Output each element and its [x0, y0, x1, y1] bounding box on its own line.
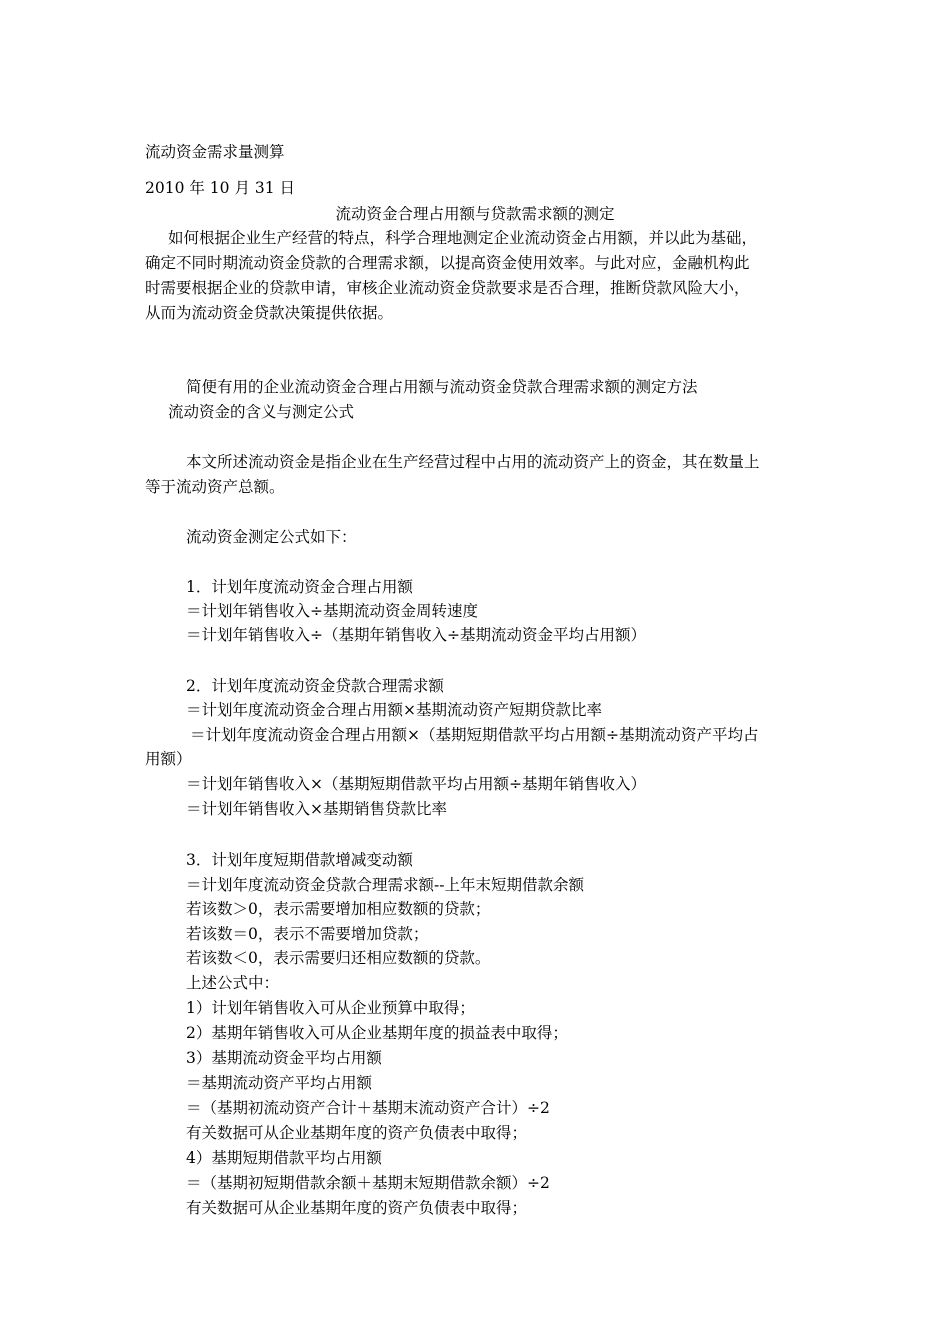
- formula-line: 3）基期流动资金平均占用额: [186, 1049, 382, 1067]
- definition-line: 等于流动资产总额。: [145, 478, 285, 496]
- intro-line: 确定不同时期流动资金贷款的合理需求额，以提高资金使用效率。与此对应，金融机构此: [145, 254, 750, 272]
- formula-line: ＝（基期初短期借款余额＋基期末短期借款余额）÷2: [186, 1174, 550, 1192]
- formula-line: ＝（基期初流动资产合计＋基期末流动资产合计）÷2: [186, 1099, 550, 1117]
- formula-intro: 流动资金测定公式如下：: [186, 528, 357, 546]
- formula-line: ＝计划年销售收入÷基期流动资金周转速度: [186, 602, 478, 620]
- document-title: 流动资金需求量测算: [145, 143, 285, 161]
- section-heading: 流动资金合理占用额与贷款需求额的测定: [335, 205, 615, 223]
- formula-heading: 3．计划年度短期借款增减变动额: [186, 851, 413, 869]
- formula-line: 有关数据可从企业基期年度的资产负债表中取得；: [186, 1199, 528, 1217]
- formula-heading: 2．计划年度流动资金贷款合理需求额: [186, 677, 444, 695]
- formula-line: 4）基期短期借款平均占用额: [186, 1149, 382, 1167]
- formula-line: ＝计划年度流动资金合理占用额×（基期短期借款平均占用额÷基期流动资产平均占: [190, 726, 759, 744]
- formula-line: 若该数＜0，表示需要归还相应数额的贷款。: [186, 949, 491, 967]
- formula-line: ＝计划年度流动资金合理占用额×基期流动资产短期贷款比率: [186, 701, 602, 719]
- intro-line: 从而为流动资金贷款决策提供依据。: [145, 304, 394, 322]
- formula-line: ＝计划年销售收入÷（基期年销售收入÷基期流动资金平均占用额）: [186, 626, 646, 644]
- document-date: 2010 年 10 月 31 日: [145, 179, 296, 197]
- intro-line: 如何根据企业生产经营的特点，科学合理地测定企业流动资金占用额，并以此为基础，: [168, 229, 758, 247]
- formula-line: 有关数据可从企业基期年度的资产负债表中取得；: [186, 1124, 528, 1142]
- subheading-method: 简便有用的企业流动资金合理占用额与流动资金贷款合理需求额的测定方法: [186, 378, 698, 396]
- formula-line: 用额）: [145, 750, 192, 768]
- formula-heading: 1．计划年度流动资金合理占用额: [186, 578, 413, 596]
- formula-line: 1）计划年销售收入可从企业预算中取得；: [186, 999, 475, 1017]
- formula-line: ＝基期流动资产平均占用额: [186, 1074, 373, 1092]
- formula-line: 2）基期年销售收入可从企业基期年度的损益表中取得；: [186, 1024, 568, 1042]
- formula-line: ＝计划年度流动资金贷款合理需求额--上年末短期借款余额: [186, 876, 584, 894]
- formula-line: ＝计划年销售收入×基期销售贷款比率: [186, 800, 447, 818]
- intro-line: 时需要根据企业的贷款申请，审核企业流动资金贷款要求是否合理，推断贷款风险大小，: [145, 279, 750, 297]
- formula-line: 若该数＞0，表示需要增加相应数额的贷款；: [186, 900, 491, 918]
- definition-line: 本文所述流动资金是指企业在生产经营过程中占用的流动资产上的资金，其在数量上: [186, 453, 760, 471]
- formula-line: ＝计划年销售收入×（基期短期借款平均占用额÷基期年销售收入）: [186, 775, 646, 793]
- formula-line: 上述公式中：: [186, 974, 280, 992]
- subheading-definition: 流动资金的含义与测定公式: [168, 403, 355, 421]
- formula-line: 若该数＝0，表示不需要增加贷款；: [186, 925, 429, 943]
